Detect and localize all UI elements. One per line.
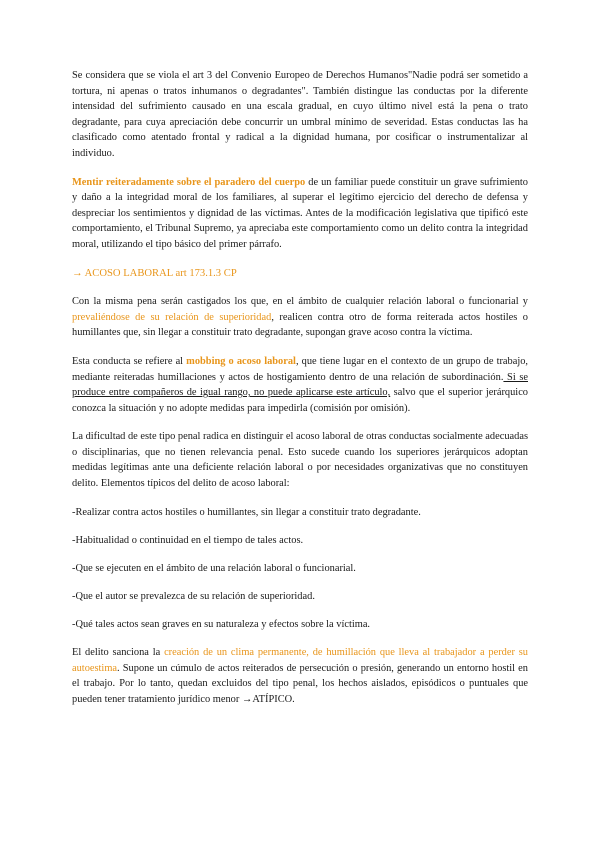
list-item: -Habitualidad o continuidad en el tiempo de tales actos. bbox=[72, 534, 304, 546]
highlight-mobbing: mobbing o acoso laboral bbox=[186, 355, 296, 367]
list-item: -Realizar contra actos hostiles o humillantes, sin llegar a constituir trato degradante. bbox=[72, 506, 421, 518]
paragraph-text: salvo que el superior jerárquico conozca la situación y no adopte medidas para impedirla (comisión por omisión). bbox=[72, 387, 529, 414]
paragraph-misma-pena bbox=[72, 294, 528, 341]
underlined-companeros: Si se produce entre compañeros de igual rango, no puede aplicarse este artículo, bbox=[72, 371, 528, 399]
list-item: -Que se ejecuten en el ámbito de una relación laboral o funcionarial. bbox=[72, 562, 356, 574]
paragraph-dificultad: La dificultad de este tipo penal radica en distinguir el acoso laboral de otras conductas socialmente adecuadas o disciplinarias, que no tienen relevancia penal. Esto sucede cuando los superiores jerárquicos adoptan medidas legítimas ante una deficiente relación laboral o por necesidades organizativas que no constituyen delito. Elementos típicos del delito de acoso laboral: bbox=[72, 431, 528, 490]
paragraph-text: de un familiar puede constituir un grave sufrimiento y daño a la integridad moral de los familiares, al superar el legítimo ejercicio del derecho de defensa y despreciar los sentimientos y dignidad de las víctimas. Antes de la modificación legislativa que tipificó este comportamiento, el Tribunal Supremo, ya apreciaba este comportamiento como un delito contra la integridad moral, utilizando el tipo básico del primer párrafo. bbox=[72, 176, 528, 250]
list-item: -Qué tales actos sean graves en su naturaleza y efectos sobre la víctima. bbox=[72, 619, 371, 631]
highlight-mentir-reiteradamente: Mentir reiteradamente sobre el paradero del cuerpo bbox=[72, 176, 306, 188]
section-heading-acoso-laboral: → ACOSO LABORAL art 173.1.3 CP bbox=[72, 267, 237, 279]
paragraph-text: El delito sanciona la bbox=[72, 647, 165, 659]
paragraph-text: , realicen contra otro de forma reiterada actos hostiles o humillantes que, sin llegar a constituir trato degradante, supongan grave acoso contra la víctima. bbox=[72, 311, 528, 339]
paragraph-paradero-cuerpo bbox=[72, 175, 528, 253]
list-item: -Que el autor se prevalezca de su relación de superioridad. bbox=[72, 590, 315, 602]
paragraph-mobbing bbox=[72, 354, 528, 416]
paragraph-text: Esta conducta se refiere al bbox=[72, 355, 187, 367]
paragraph-text: . Supone un cúmulo de actos reiterados de persecución o presión, generando un entorno hostil en el trabajo. Por lo tanto, quedan excluidos del tipo penal, los hechos aislados, episódicos o puntuales que pueden tener tratamiento jurídico menor →ATÍPICO. bbox=[72, 662, 528, 705]
paragraph-text: Con la misma pena serán castigados los que, en el ámbito de cualquier relación laboral o funcionarial y bbox=[72, 296, 528, 308]
paragraph-convenio-europeo: Se considera que se viola el art 3 del Convenio Europeo de Derechos Humanos"Nadie podrá ser sometido a tortura, ni apenas o tratos inhumanos o degradantes". También distingue las conductas por la diferente intensidad del sufrimiento causado en una escala gradual, en cuyo último nivel está la pena o trato degradante, para cuya apreciación debe concurrir un umbral mínimo de severidad. Estas conductas las ha clasificado como atentado frontal y radical a la dignidad humana, por cosificar o instrumentalizar al individuo. bbox=[72, 70, 528, 159]
paragraph-delito-sanciona bbox=[72, 645, 528, 707]
paragraph-text: , que tiene lugar en el contexto de un grupo de trabajo, mediante reiteradas humillaciones y actos de hostigamiento dentro de una relación de subordinación. bbox=[72, 355, 529, 383]
highlight-prevaliendose: prevaliéndose de su relación de superioridad bbox=[72, 311, 272, 323]
highlight-clima-permanente: creación de un clima permanente, de humillación que lleva al trabajador a perder su autoestima bbox=[72, 647, 528, 674]
